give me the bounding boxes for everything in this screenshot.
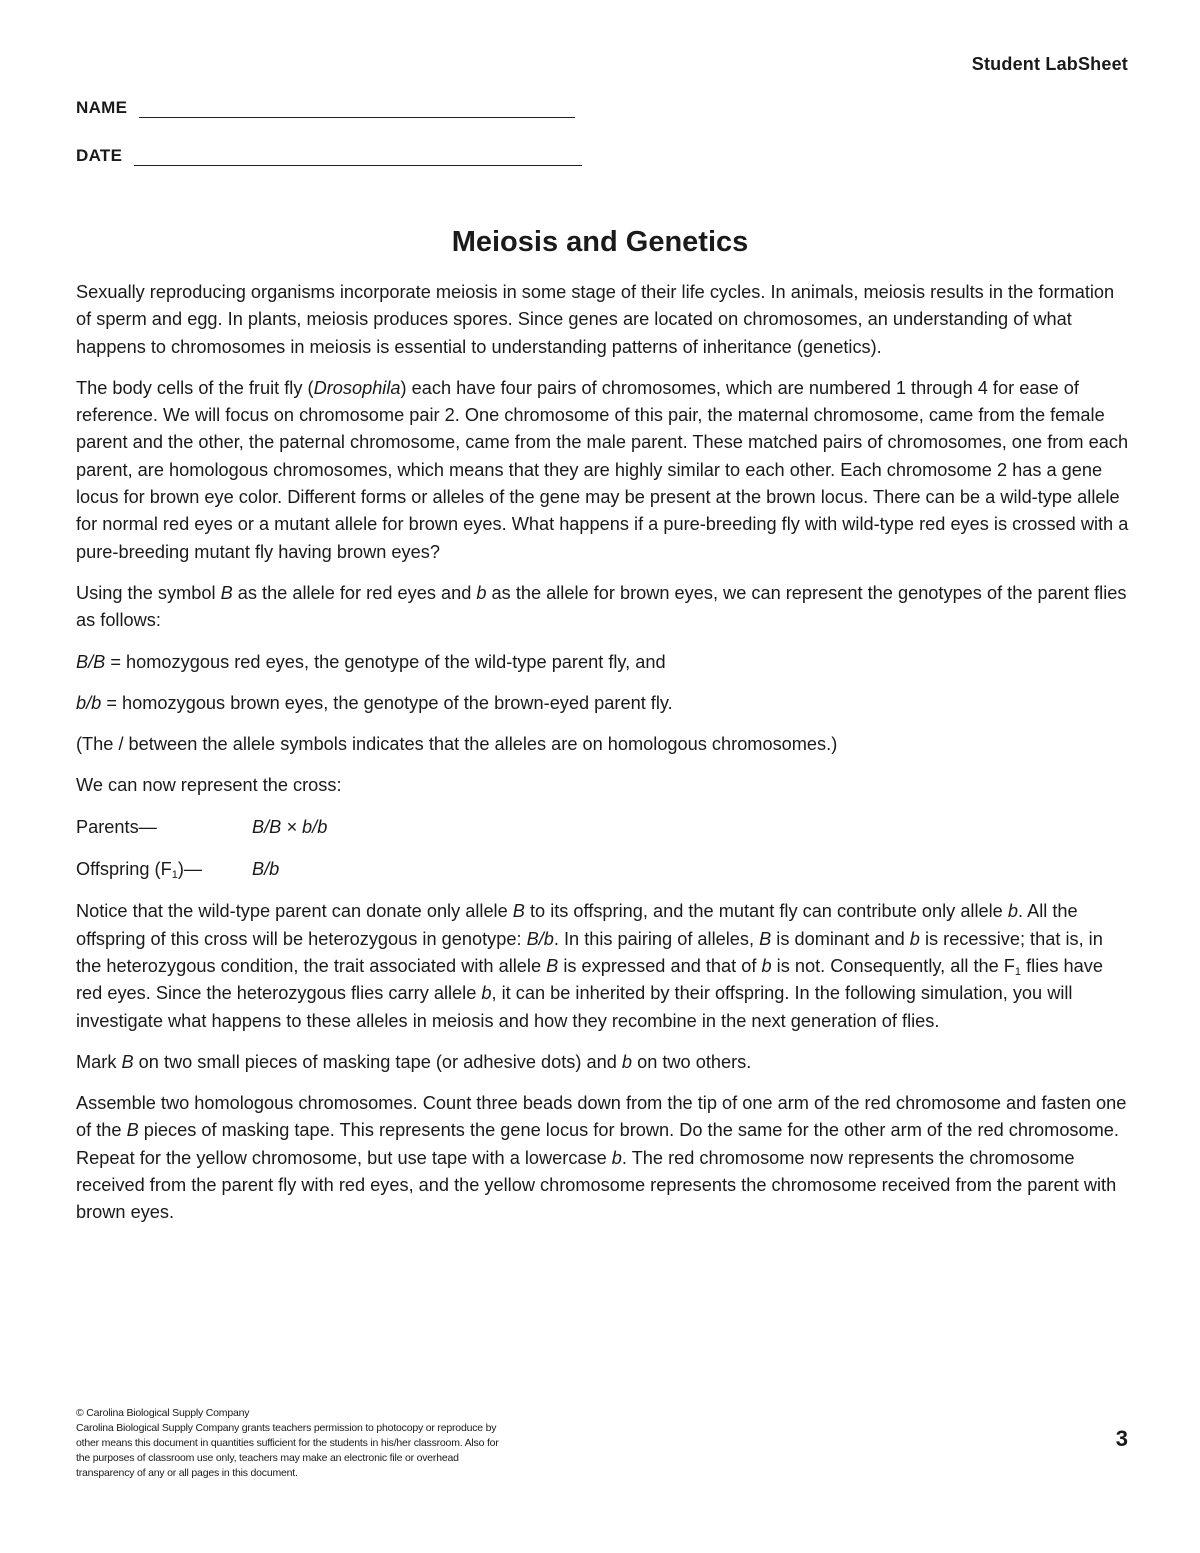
date-label: DATE — [76, 146, 123, 165]
cross-parents-row — [76, 814, 1132, 841]
cross-offspring-label: Offspring $(F_1)—$ — [76, 859, 203, 882]
paragraph-symbols: Using the symbol B as the allele for red eyes and b as the allele for brown eyes, we can represent the genotypes of the parent flies as follows: — [76, 582, 1127, 631]
genotype-red: B/B = homozygous red eyes, the genotype of the wild-type parent fly, and — [76, 651, 666, 672]
copyright-line: © Carolina Biological Supply Company — [76, 1407, 250, 1419]
cross-parents-label: Parents— — [76, 816, 157, 837]
name-label: NAME — [76, 98, 128, 117]
header-tag: Student LabSheet — [971, 54, 1128, 74]
paragraph-intro: Sexually reproducing organisms incorporate meiosis in some stage of their life cycles. In animals, meiosis results in the formation of sperm and egg. In plants, meiosis produces spores. Since genes are located on chromosomes, an understanding of what happens to chromosomes in meiosis is essential to understanding patterns of inheritance (genetics). — [76, 282, 1115, 357]
page-number: 3 — [1115, 1426, 1128, 1451]
page-title: Meiosis and Genetics — [451, 226, 749, 258]
paragraph-assemble: Assemble two homologous chromosomes. Count three beads down from the tip of one arm of the red chromosome and fasten one of the B pieces of masking tape. This represents the gene locus for brown. Do the same for the other arm of the red chromosome. Repeat for the yellow chromosome, but use tape with a lowercase b. The red chromosome now represents the chromosome received from the parent fly with red eyes, and the yellow chromosome represents the chromosome received from the parent with brown eyes. — [76, 1093, 1127, 1223]
name-blank-line[interactable] — [139, 99, 575, 118]
permission-notice: Carolina Biological Supply Company grants teachers permission to photocopy or reproduce by other means this document in quantities sufficient for the students in his/her classroom. Also for the purposes of classroom use only, teachers may make an electronic file or overhead transparency of any or all pages in this document. — [76, 1422, 499, 1479]
cross-offspring-value: B/b — [252, 859, 280, 880]
body-text — [76, 279, 1132, 1241]
paragraph-mark-tape: Mark B on two small pieces of masking tape (or adhesive dots) and b on two others. — [76, 1051, 752, 1072]
genotype-brown: b/b = homozygous brown eyes, the genotype of the brown-eyed parent fly. — [76, 692, 673, 713]
paragraph-drosophila: The body cells of the fruit fly (Drosophila) each have four pairs of chromosomes, which are numbered 1 through 4 for ease of reference. We will focus on chromosome pair 2. One chromosome of this pair, the maternal chromosome, came from the female parent and the other, the paternal chromosome, came from the male parent. These matched pairs of chromosomes, one from each parent, are homologous chromosomes, which means that they are highly similar to each other. Each chromosome 2 has a gene locus for brown eye color. Different forms or alleles of the gene may be present at the brown locus. There can be a wild-type allele for normal red eyes or a mutant allele for brown eyes. What happens if a pure-breeding fly with wild-type red eyes is crossed with a pure-breeding mutant fly having brown eyes? — [76, 377, 1129, 562]
copyright-footer — [76, 1406, 506, 1481]
date-blank-line[interactable] — [134, 147, 582, 166]
paragraph-cross-intro: We can now represent the cross: — [76, 775, 342, 796]
cross-parents-value: B/B × b/b — [252, 816, 328, 837]
date-field-row — [76, 146, 582, 166]
paragraph-slash-note: (The / between the allele symbols indicates that the alleles are on homologous chromosomes.) — [76, 734, 838, 755]
cross-offspring-row — [76, 856, 1132, 883]
name-field-row — [76, 98, 575, 118]
paragraph-dominance: Notice that the wild-type parent can donate only allele B to its offspring, and the mutant fly can contribute only allele b. All the offspring of this cross will be heterozygous in genotype: B/b. In this pairing of alleles, B is dominant and b is recessive; that is, in the heterozygous condition, the trait associated with allele B is expressed and that of b is not. Consequently, all the $F_1$ flies have red eyes. Since the heterozygous flies carry allele b, it can be inherited by their offspring. In the following simulation, you will investigate what happens to these alleles in meiosis and how they recombine in the next generation of flies. — [76, 901, 1103, 1031]
